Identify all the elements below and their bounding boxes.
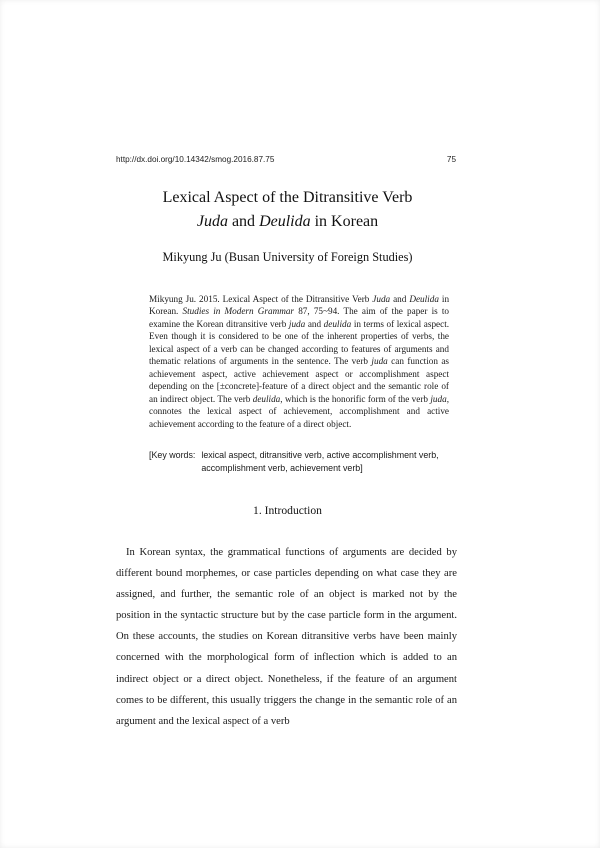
section-heading-introduction: 1. Introduction [253,504,322,517]
keywords-label: [Key words: [149,450,196,460]
author-line: Mikyung Ju (Busan University of Foreign Studies) [162,250,413,264]
title-line-2-tail: in Korean [314,213,379,230]
body-paragraph: In Korean syntax, the grammatical functions of arguments are decided by different bound morphemes, or case particles depending on what case they are assigned, and further, the semantic role of an object is marked not by the position in the syntactic structure but by the case particle form in the argument. On these accounts, the studies on Korean ditransitive verbs have been mainly concerned with the morphological form of inflection which is added to an indirect object or a direct object. Nonetheless, if the feature of an argument comes to be different, this usually triggers the change in the semantic role of an argument and the lexical aspect of a verb [116,547,457,727]
body-text [116,542,457,732]
doi-link[interactable]: http://dx.doi.org/10.14342/smog.2016.87.75 [116,155,275,164]
title-verb-juda: Juda [196,213,228,230]
keywords-list: lexical aspect, ditransitive verb, active accomplishment verb, accomplishment verb, achievement verb] [201,450,439,473]
paper-title [100,186,475,234]
journal-name: Studies in Modern Grammar [182,306,295,317]
page-number: 75 [446,155,456,164]
title-and: and [231,213,256,230]
running-header [116,155,456,164]
title-verb-deulida: Deulida [259,213,311,230]
title-line-2 [100,210,475,234]
abstract [149,293,449,430]
keywords [149,449,459,474]
abstract-paragraph: Mikyung Ju. 2015. Lexical Aspect of the Ditransitive Verb Juda and Deulida in Korean. Studies in Modern Grammar 87, 75~94. The aim of the paper is to examine the Korean ditransitive verb juda and deulida in terms of lexical aspect. Even though it is considered to be one of the inherent properties of verbs, the lexical aspect of a verb can be changed according to features of arguments and thematic relations of arguments in the sentence. The verb juda can function as achievement aspect, active achievement aspect or accomplishment aspect depending on the [±concrete]-feature of a direct object and the semantic role of an indirect object. The verb deulida, which is the honorific form of the verb juda, connotes the lexical aspect of achievement, accomplishment and active achievement according to the feature of a direct object. [149,294,450,429]
title-line-1: Lexical Aspect of the Ditransitive Verb [162,189,413,206]
